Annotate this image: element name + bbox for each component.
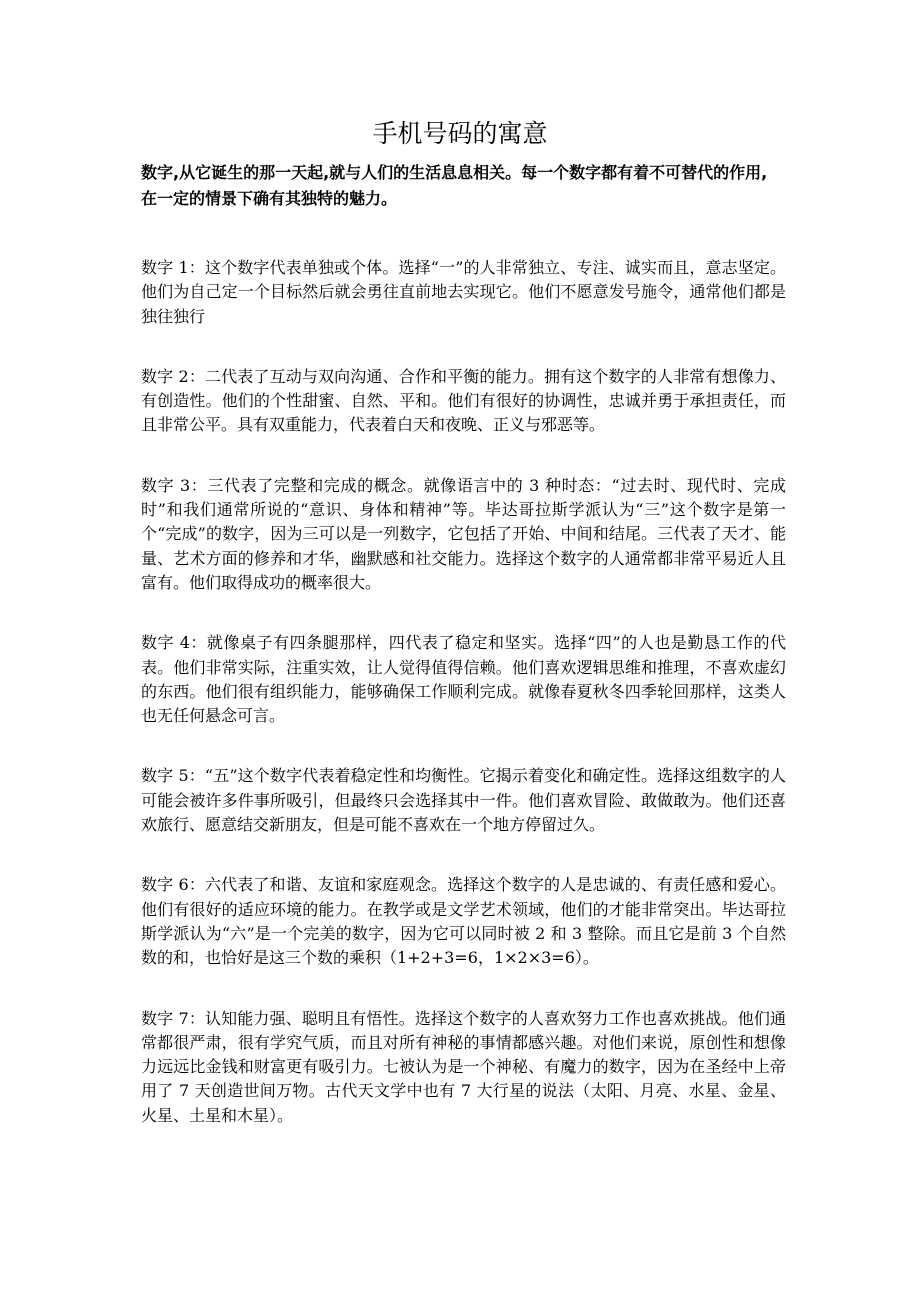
number-7-paragraph: 数字 7：认知能力强、聪明且有悟性。选择这个数字的人喜欢努力工作也喜欢挑战。他们通常都很严肃，很有学究气质，而且对所有神秘的事情都感兴趣。对他们来说，原创性和想像力远远比金钱和财富更有吸引力。七被认为是一个神秘、有魔力的数字，因为在圣经中上帝用了 7 天创造世间万物。古代天文学中也有 7 大行星的说法（太阳、月亮、水星、金星、火星、土星和木星）。 <box>141 1008 786 1125</box>
number-6-paragraph: 数字 6：六代表了和谐、友谊和家庭观念。选择这个数字的人是忠诚的、有责任感和爱心。他们有很好的适应环境的能力。在教学或是文学艺术领域，他们的才能非常突出。毕达哥拉斯学派认为“六”是一个完美的数字，因为它可以同时被 2 和 3 整除。而且它是前 3 个自然数的和，也恰好是这三个数的乘积（1+2+3=6，1×2×3=6）。 <box>141 875 786 968</box>
number-3-paragraph: 数字 3：三代表了完整和完成的概念。就像语言中的 3 种时态：“过去时、现代时、完成时”和我们通常所说的“意识、身体和精神”等。毕达哥拉斯学派认为“三”这个数字是第一个“完成”的数字，因为三可以是一列数字，它包括了开始、中间和结尾。三代表了天才、能量、艺术方面的修养和才华，幽默感和社交能力。选择这个数字的人通常都非常平易近人且富有。他们取得成功的概率很大。 <box>141 475 786 592</box>
intro-paragraph: 数字,从它诞生的那一天起,就与人们的生活息息相关。每一个数字都有着不可替代的作用,在一定的情景下确有其独特的魅力。 <box>141 163 768 208</box>
number-meanings-list <box>141 256 786 1164</box>
page-title: 手机号码的寓意 <box>372 119 548 148</box>
number-5-paragraph: 数字 5：“五”这个数字代表着稳定性和均衡性。它揭示着变化和确定性。选择这组数字的人可能会被许多件事所吸引，但最终只会选择其中一件。他们喜欢冒险、敢做敢为。他们还喜欢旅行、愿意结交新朋友，但是可能不喜欢在一个地方停留过久。 <box>141 766 786 835</box>
number-4-paragraph: 数字 4：就像桌子有四条腿那样，四代表了稳定和坚实。选择“四”的人也是勤恳工作的代表。他们非常实际，注重实效，让人觉得值得信赖。他们喜欢逻辑思维和推理，不喜欢虚幻的东西。他们很有组织能力，能够确保工作顺利完成。就像春夏秋冬四季轮回那样，这类人也无任何悬念可言。 <box>141 633 786 726</box>
number-1-paragraph: 数字 1：这个数字代表单独或个体。选择“一”的人非常独立、专注、诚实而且，意志坚定。他们为自己定一个目标然后就会勇往直前地去实现它。他们不愿意发号施令，通常他们都是独往独行 <box>141 258 786 326</box>
number-2-paragraph: 数字 2：二代表了互动与双向沟通、合作和平衡的能力。拥有这个数字的人非常有想像力、有创造性。他们的个性甜蜜、自然、平和。他们有很好的协调性，忠诚并勇于承担责任，而且非常公平。具有双重能力，代表着白天和夜晚、正义与邪恶等。 <box>141 366 786 435</box>
